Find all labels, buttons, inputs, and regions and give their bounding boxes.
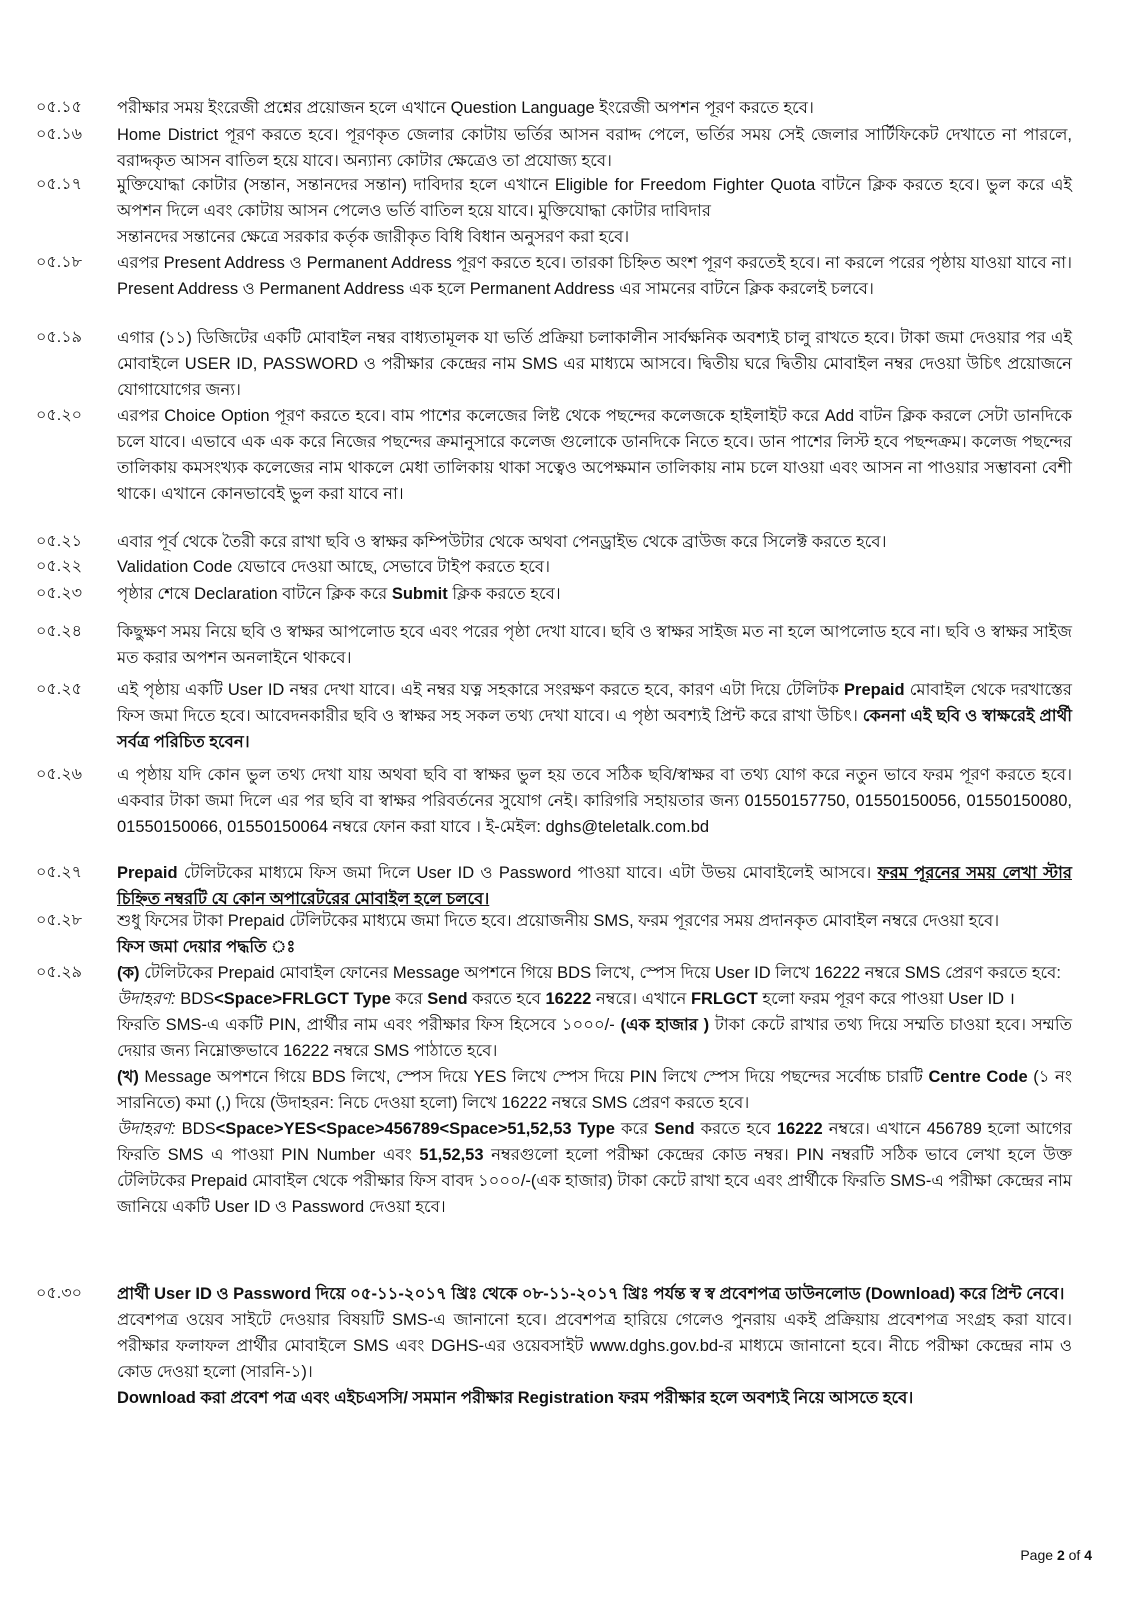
paragraph — [117, 554, 1072, 580]
text-run: নম্বরে। এখানে — [591, 990, 691, 1008]
text-run: পরীক্ষার সময় ইংরেজী প্রশ্নের প্রয়োজন হলে এখানে Question Language ইংরেজী অপশন পূরণ করতে হবে। — [117, 99, 814, 117]
text-run: মুক্তিযোদ্ধা কোটার (সন্তান, সন্তানদের সন্তান) দাবিদার হলে এখানে Eligible for Freedom Fighter Quota বাটনে ক্লিক করতে হবে। ভুল করে এই অপশন দিলে এবং কোটায় আসন পেলেও ভর্তি বাতিল হয়ে যাবে। মুক্তিযোদ্ধা কোটার দাবিদার — [117, 176, 1072, 220]
item-text — [117, 250, 1072, 302]
bold-text: Centre Code — [928, 1068, 1028, 1086]
paragraph — [117, 581, 1072, 607]
paragraph — [117, 860, 1072, 912]
item-number: ০৫.১৭ — [36, 176, 83, 193]
text-run: BDS — [175, 990, 215, 1008]
bold-text: Download করা প্রবেশ পত্র এবং এইচএসসি/ সমমান পরীক্ষার Registration ফরম পরীক্ষার হলে অবশ্যই নিয়ে আসতে হবে। — [117, 1389, 914, 1407]
text-run: করে — [614, 1120, 655, 1138]
text-run: উদাহরণ: — [117, 1120, 176, 1138]
text-run: করে — [390, 990, 428, 1008]
text-run: সন্তানদের সন্তানের ক্ষেত্রে সরকার কর্তৃক জারীকৃত বিধি বিধান অনুসরণ করা হবে। — [117, 228, 630, 246]
paragraph — [117, 1385, 1072, 1411]
bold-text: FRLGCT — [690, 990, 758, 1008]
current-page: 2 — [1056, 1547, 1065, 1563]
paragraph — [117, 619, 1072, 671]
text-run: পৃষ্ঠার শেষে Declaration বাটনে ক্লিক করে — [117, 585, 392, 603]
item-text — [117, 172, 1072, 250]
item-number: ০৫.১৯ — [36, 329, 82, 346]
text-run: প্রবেশপত্র ওয়েব সাইটে দেওয়ার বিষয়টি SMS-এ জানানো হবে। প্রবেশপত্র হারিয়ে গেলেও পুনরায় একই প্রক্রিয়ায় প্রবেশপত্র সংগ্রহ করা যাবে। পরীক্ষার ফলাফল প্রার্থীর মোবাইলে SMS এবং DGHS-এর ওয়েবসাইট www.dghs.gov.bd-র মাধ্যমে জানানো হবে। নীচে পরীক্ষা কেন্দ্রের নাম ও কোড দেওয়া হলো (সারনি-১)। — [117, 1311, 1072, 1381]
paragraph — [117, 1307, 1072, 1385]
text-run: টেলিটকের মাধ্যমে ফিস জমা দিলে User ID ও Password পাওয়া যাবে। এটা উভয় মোবাইলেই আসবে। — [177, 864, 878, 882]
bold-text: Prepaid — [117, 864, 178, 882]
text-run: করতে হবে — [467, 990, 546, 1008]
paragraph — [117, 95, 1072, 121]
paragraph — [117, 325, 1072, 403]
text-run: মোবাইল থেকে দরখাস্তের ফিস জমা দিতে হবে। আবেদনকারীর ছবি ও স্বাক্ষর সহ সকল তথ্য দেখা যাবে। এ পৃষ্ঠা অবশ্যই প্রিন্ট করে রাখা উচিৎ। — [117, 681, 1072, 725]
bold-text: ফিস জমা দেয়ার পদ্ধতি ঃ — [117, 938, 296, 956]
paragraph — [117, 122, 1072, 174]
bold-text: (এক হাজার ) — [620, 1016, 710, 1034]
bold-text: 16222 — [545, 990, 592, 1008]
item-text — [117, 554, 1072, 580]
item-text — [117, 908, 1072, 960]
item-text — [117, 95, 1072, 121]
item-number: ০৫.২৪ — [36, 623, 83, 640]
item-number: ০৫.২১ — [36, 533, 83, 550]
item-text — [117, 677, 1072, 755]
paragraph — [117, 224, 1072, 250]
paragraph — [117, 1281, 1072, 1307]
paragraph — [117, 934, 1072, 960]
text-run: এবার পূর্ব থেকে তৈরী করে রাখা ছবি ও স্বাক্ষর কম্পিউটার থেকে অথবা পেনড্রাইভ থেকে ব্রাউজ করে সিলেক্ট করতে হবে। — [117, 533, 887, 551]
bold-text: 51,52,53 — [419, 1146, 484, 1164]
bold-text: Prepaid — [844, 681, 905, 699]
text-run: ক্লিক করতে হবে। — [447, 585, 561, 603]
text-run: এরপর Choice Option পূরণ করতে হবে। বাম পাশের কলেজের লিষ্ট থেকে পছন্দের কলেজকে হাইলাইট করে Add বাটন ক্লিক করলে সেটা ডানদিকে চলে যাবে। এভাবে এক এক করে নিজের পছন্দের ক্রমানুসারে কলেজ গুলোকে ডানদিকে নিতে হবে। ডান পাশের লিস্ট হবে পছন্দক্রম। কলেজ পছন্দের তালিকায় কমসংখ্যক কলেজের নাম থাকলে মেধা তালিকায় থাকা সত্বেও অপেক্ষমান তালিকায় নাম চলে যাওয়া এবং আসন না পাওয়ার সম্ভাবনা বেশী থাকে। এখানে কোনভাবেই ভুল করা যাবে না। — [117, 407, 1072, 503]
item-text — [117, 529, 1072, 555]
bold-text: <Space>FRLGCT Type — [214, 990, 391, 1008]
item-number: ০৫.২৯ — [36, 964, 83, 981]
text-run: উদাহরণ: — [117, 990, 176, 1008]
text-run: Home District পূরণ করতে হবে। পূরণকৃত জেলার কোটায় ভর্তির আসন বরাদ্দ পেলে, ভর্তির সময় সেই জেলার সার্টিফিকেট দেখাতে না পারলে, বরাদ্দকৃত আসন বাতিল হয়ে যাবে। অন্যান্য কোটার ক্ষেত্রেও তা প্রযোজ্য হবে। — [117, 126, 1072, 170]
text-run: এ পৃষ্ঠায় যদি কোন ভুল তথ্য দেখা যায় অথবা ছবি বা স্বাক্ষর ভুল হয় তবে সঠিক ছবি/স্বাক্ষর বা তথ্য যোগ করে নতুন ভাবে ফরম পূরণ করতে হবে। একবার টাকা জমা দিলে এর পর ছবি বা স্বাক্ষর পরিবর্তনের সুযোগ নেই। কারিগরি সহায়তার জন্য 01550157750, 01550150056, 01550150080, 01550150066, 01550150064 নম্বরে ফোন করা যাবে । ই-মেইল: dghs@teletalk.com.bd — [117, 766, 1072, 836]
text-run: এগার (১১) ডিজিটের একটি মোবাইল নম্বর বাধ্যতামূলক যা ভর্তি প্রক্রিয়া চলাকালীন সার্বক্ষনিক অবশ্যই চালু রাখতে হবে। টাকা জমা দেওয়ার পর এই মোবাইলে USER ID, PASSWORD ও পরীক্ষার কেন্দ্রের নাম SMS এর মাধ্যমে আসবে। দ্বিতীয় ঘরে দ্বিতীয় মোবাইল নম্বর দেওয়া উচিৎ প্রয়োজনে যোগাযোগের জন্য। — [117, 329, 1072, 399]
item-text — [117, 325, 1072, 403]
paragraph — [117, 1116, 1072, 1220]
bold-text: 16222 — [776, 1120, 823, 1138]
text-run: কিছুক্ষণ সময় নিয়ে ছবি ও স্বাক্ষর আপলোড হবে এবং পরের পৃষ্ঠা দেখা যাবে। ছবি ও স্বাক্ষর সাইজ মত না হলে আপলোড হবে না। ছবি ও স্বাক্ষর সাইজ মত করার অপশন অনলাইনে থাকবে। — [117, 623, 1072, 667]
page-number — [1020, 1547, 1092, 1563]
bold-text: <Space>YES<Space>456789<Space>51,52,53 Type — [215, 1120, 615, 1138]
item-number: ০৫.১৮ — [36, 254, 82, 271]
page-label: Page — [1020, 1547, 1057, 1563]
paragraph — [117, 250, 1072, 302]
item-text — [117, 581, 1072, 607]
bold-text: কেননা এই ছবি ও স্বাক্ষরেই প্রার্থী সর্বত্র পরিচিত হবেন। — [117, 707, 1072, 751]
text-run: নম্বরগুলো হলো পরীক্ষা কেন্দ্রের কোড নম্বর। PIN নম্বরটি সঠিক ভাবে লেখা হলে উক্ত টেলিটকের Prepaid মোবাইল থেকে পরীক্ষার ফিস বাবদ ১০০০/-(এক হাজার) টাকা কেটে রাখা হবে এবং প্রার্থীকে ফিরতি SMS-এ পরীক্ষা কেন্দ্রের নাম জানিয়ে একটি User ID ও Password দেওয়া হবে। — [117, 1146, 1073, 1216]
paragraph — [117, 762, 1072, 840]
paragraph — [117, 403, 1072, 507]
item-text — [117, 403, 1072, 507]
item-number: ০৫.২৮ — [36, 912, 83, 929]
bold-text: Submit — [391, 585, 448, 603]
item-text — [117, 860, 1072, 912]
item-number: ০৫.২৫ — [36, 681, 83, 698]
paragraph — [117, 1064, 1072, 1116]
bold-text: (ক) — [117, 964, 140, 982]
item-text — [117, 762, 1072, 840]
item-text — [117, 122, 1072, 174]
text-run: এই পৃষ্ঠায় একটি User ID নম্বর দেখা যাবে। এই নম্বর যত্ন সহকারে সংরক্ষণ করতে হবে, কারণ এটা দিয়ে টেলিটক — [117, 681, 845, 699]
item-number: ০৫.২৬ — [36, 766, 83, 783]
item-number: ০৫.১৬ — [36, 126, 83, 143]
bold-text: Send — [654, 1120, 695, 1138]
bold-text: ফরম পূরনের সময় লেখা স্টার চিহ্নিত নম্বরটি যে কোন অপারেটরের মোবাইল হলে চলবে। — [117, 864, 1072, 908]
paragraph — [117, 960, 1072, 986]
text-run: এরপর Present Address ও Permanent Address পূরণ করতে হবে। তারকা চিহ্নিত অংশ পূরণ করতেই হবে। না করলে পরের পৃষ্ঠায় যাওয়া যাবে না। Present Address ও Permanent Address এক হলে Permanent Address এর সামনের বাটনে ক্লিক করলেই চলবে। — [117, 254, 1072, 298]
bold-text: (খ) — [117, 1068, 139, 1086]
item-text — [117, 960, 1072, 1220]
item-number: ০৫.১৫ — [36, 99, 82, 116]
text-run: নম্বরে। এখানে 456789 হলো আগের ফিরতি SMS এ পাওয়া PIN Number এবং — [117, 1120, 1072, 1164]
text-run: ফিরতি SMS-এ একটি PIN, প্রার্থীর নাম এবং পরীক্ষার ফিস হিসেবে ১০০০/- — [117, 1016, 621, 1034]
paragraph — [117, 908, 1072, 934]
text-run: Validation Code যেভাবে দেওয়া আছে, সেভাবে টাইপ করতে হবে। — [117, 558, 550, 576]
item-text — [117, 619, 1072, 671]
text-run: BDS — [175, 1120, 216, 1138]
text-run: (১ নং সারনিতে) কমা (,) দিয়ে (উদাহরন: নিচে দেওয়া হলো) লিখে 16222 নম্বরে SMS প্রেরণ করতে হবে। — [117, 1068, 1072, 1112]
item-text — [117, 1281, 1072, 1411]
bold-text: Send — [427, 990, 468, 1008]
item-number: ০৫.৩০ — [36, 1285, 83, 1302]
bold-text: প্রার্থী User ID ও Password দিয়ে ০৫-১১-২০১৭ খ্রিঃ থেকে ০৮-১১-২০১৭ খ্রিঃ পর্যন্ত স্ব স্ব প্রবেশপত্র ডাউনলোড (Download) করে প্রিন্ট নেবে। — [117, 1285, 1065, 1303]
paragraph — [117, 677, 1072, 755]
page-of: of — [1064, 1547, 1085, 1563]
item-number: ০৫.২২ — [36, 558, 83, 575]
text-run: টাকা কেটে রাখার তথ্য দিয়ে সম্মতি চাওয়া হবে। সম্মতি দেয়ার জন্য নিম্নোক্তভাবে 16222 নম্বরে SMS পাঠাতে হবে। — [117, 1016, 1072, 1060]
text-run: টেলিটকের Prepaid মোবাইল ফোনের Message অপশনে গিয়ে BDS লিখে, স্পেস দিয়ে User ID লিখে 16222 নম্বরে SMS প্রেরণ করতে হবে: — [139, 964, 1061, 982]
text-run: করতে হবে — [694, 1120, 777, 1138]
text-run: হলো ফরম পূরণ করে পাওয়া User ID । — [757, 990, 1015, 1008]
paragraph — [117, 1012, 1072, 1064]
text-run: Message অপশনে গিয়ে BDS লিখে, স্পেস দিয়ে YES লিখে স্পেস দিয়ে PIN লিখে স্পেস দিয়ে পছন্দের সর্বোচ্চ চারটি — [138, 1068, 929, 1086]
total-pages: 4 — [1084, 1547, 1092, 1563]
text-run: শুধু ফিসের টাকা Prepaid টেলিটকের মাধ্যমে জমা দিতে হবে। প্রয়োজনীয় SMS, ফরম পূরণের সময় প্রদানকৃত মোবাইল নম্বরে দেওয়া হবে। — [117, 912, 1000, 930]
paragraph — [117, 172, 1072, 224]
paragraph — [117, 986, 1072, 1012]
paragraph — [117, 529, 1072, 555]
item-number: ০৫.২৩ — [36, 585, 83, 602]
item-number: ০৫.২৭ — [36, 864, 83, 881]
item-number: ০৫.২০ — [36, 407, 83, 424]
